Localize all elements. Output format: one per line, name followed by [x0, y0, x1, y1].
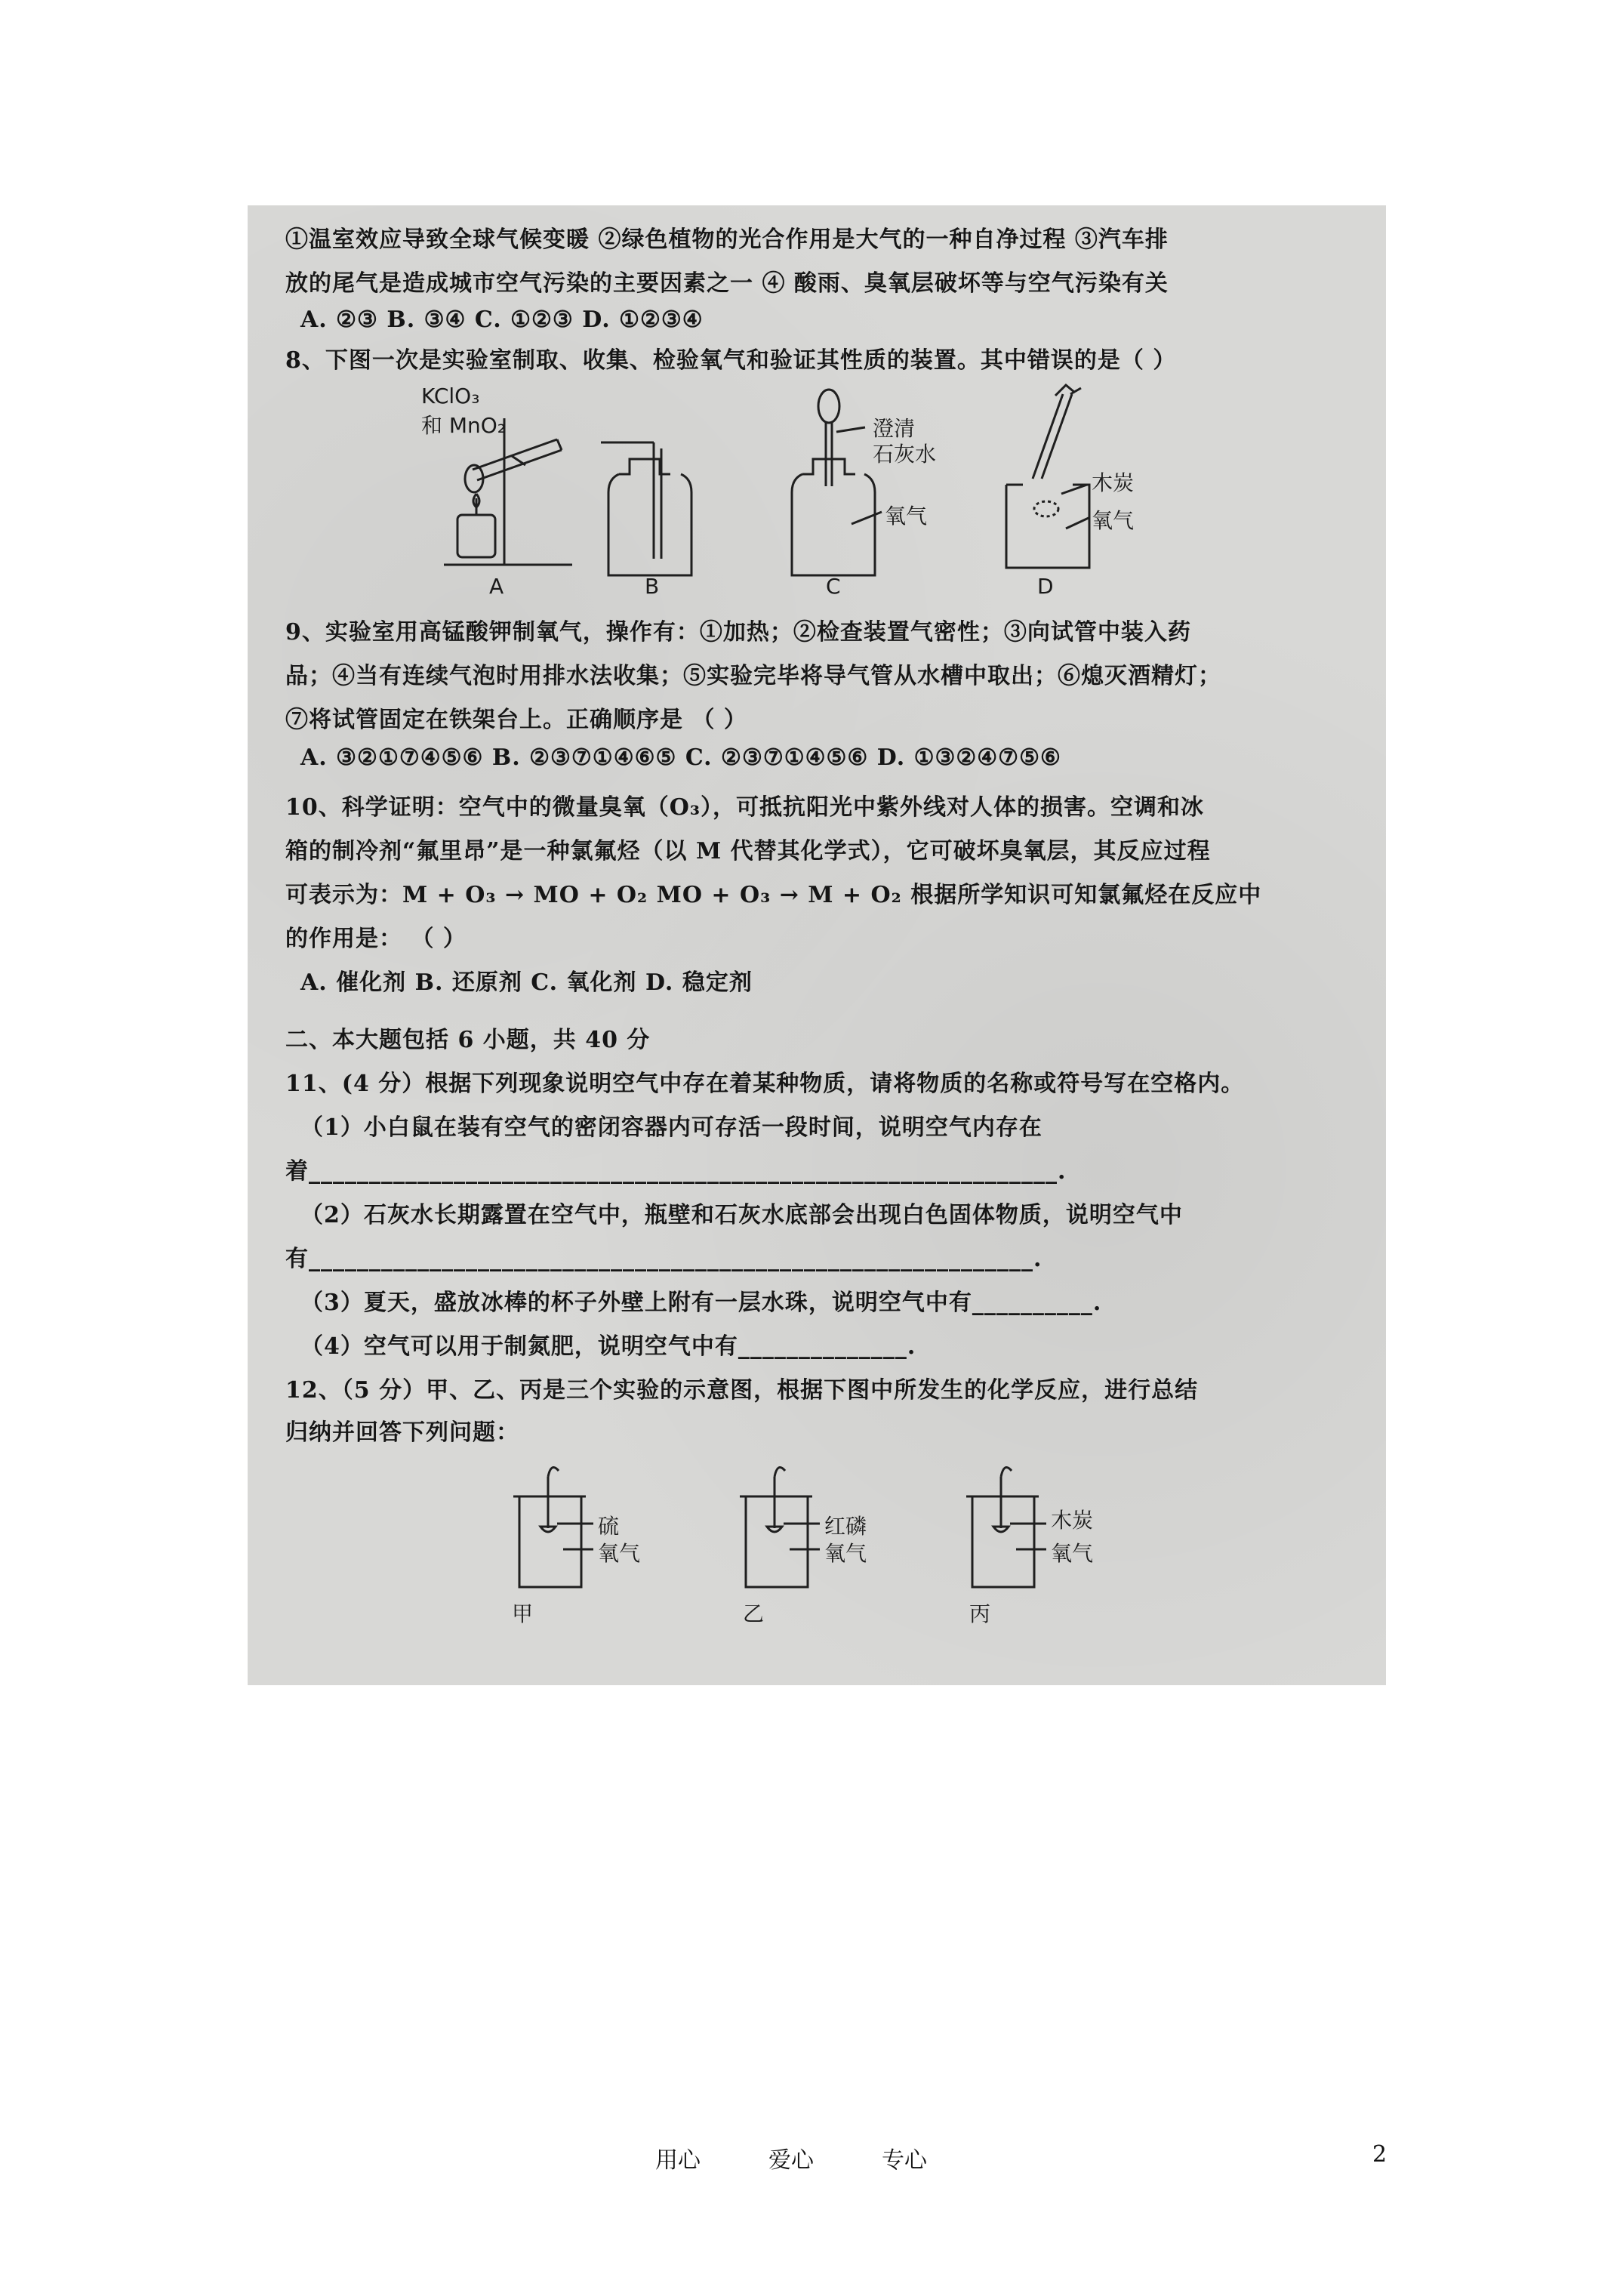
q9-stem-line1: 9、实验室用高锰酸钾制氧气，操作有：①加热；②检查装置气密性；③向试管中装入药: [285, 619, 1191, 646]
page-number: 2: [1372, 2141, 1387, 2168]
q7-statements-line2: 放的尾气是造成城市空气污染的主要因素之一 ④ 酸雨、臭氧层破坏等与空气污染有关: [285, 270, 1169, 297]
limewater-label-2: 石灰水: [873, 442, 937, 467]
q10-stem-line4: 的作用是： （ ）: [285, 926, 467, 952]
charcoal-label-bing: 木炭: [1051, 1508, 1094, 1533]
caption-b: B: [645, 574, 660, 599]
q11-part1-line1: （1）小白鼠在装有空气的密闭容器内可存活一段时间，说明空气内存在: [300, 1114, 1042, 1141]
q12-figure: [504, 1451, 1184, 1632]
oxygen-label-yi: 氧气: [824, 1541, 867, 1566]
q7-options: A. ②③ B. ③④ C. ①②③ D. ①②③④: [300, 307, 704, 333]
q7-statements-line1: ①温室效应导致全球气候变暖 ②绿色植物的光合作用是大气的一种自净过程 ③汽车排: [285, 227, 1169, 253]
caption-a: A: [489, 574, 504, 599]
q11-part1-line2: 着______________________________________________________________.: [285, 1158, 1067, 1185]
q11-part2-line2: 有____________________________________________________________.: [285, 1246, 1042, 1272]
q11-stem: 11、(4 分）根据下列现象说明空气中存在着某种物质，请将物质的名称或符号写在空格内。: [285, 1071, 1245, 1097]
q8-figure: [399, 381, 1304, 607]
q11-part2-line1: （2）石灰水长期露置在空气中，瓶壁和石灰水底部会出现白色固体物质，说明空气中: [300, 1202, 1183, 1228]
q8-apparatus-drawing: [399, 381, 1304, 607]
oxygen-label-bing: 氧气: [1051, 1541, 1094, 1566]
mno2-label: 和 MnO₂: [421, 413, 507, 438]
q10-options: A. 催化剂 B. 还原剂 C. 氧化剂 D. 稳定剂: [300, 969, 753, 996]
q8-stem: 8、下图一次是实验室制取、收集、检验氧气和验证其性质的装置。其中错误的是（ ）: [285, 347, 1177, 374]
section-two-heading: 二、本大题包括 6 小题，共 40 分: [285, 1027, 651, 1053]
caption-yi: 乙: [743, 1601, 765, 1626]
q11-part3: （3）夏天，盛放冰棒的杯子外壁上附有一层水珠，说明空气中有__________.: [300, 1290, 1102, 1316]
q12-stem-line1: 12、（5 分）甲、乙、丙是三个实验的示意图，根据下图中所发生的化学反应，进行总结: [285, 1377, 1199, 1404]
q12-stem-line2: 归纳并回答下列问题：: [285, 1419, 519, 1446]
footer-motto-1: 用心: [655, 2147, 701, 2174]
footer-motto-3: 专心: [882, 2147, 927, 2174]
q10-stem-line2: 箱的制冷剂“氟里昂”是一种氯氟烃（以 M 代替其化学式），它可破坏臭氧层，其反应过程: [285, 838, 1211, 864]
caption-c: C: [826, 574, 841, 599]
oxygen-label-c: 氧气: [885, 504, 928, 529]
q9-options: A. ③②①⑦④⑤⑥ B. ②③⑦①④⑥⑤ C. ②③⑦①④⑤⑥ D. ①③②④⑦⑤⑥: [300, 744, 1061, 771]
q9-stem-line2: 品；④当有连续气泡时用排水法收集；⑤实验完毕将导气管从水槽中取出；⑥熄灭酒精灯；: [285, 663, 1221, 689]
q10-stem-line1: 10、科学证明：空气中的微量臭氧（O₃），可抵抗阳光中紫外线对人体的损害。空调和冰: [285, 794, 1205, 821]
caption-jia: 甲: [512, 1601, 534, 1626]
caption-d: D: [1037, 574, 1054, 599]
red-phosphorus-label: 红磷: [824, 1514, 867, 1539]
q11-part4: （4）空气可以用于制氮肥，说明空气中有______________.: [300, 1333, 916, 1360]
q9-stem-line3: ⑦将试管固定在铁架台上。正确顺序是 （ ）: [285, 707, 747, 733]
charcoal-label-d: 木炭: [1092, 470, 1135, 495]
caption-bing: 丙: [969, 1601, 991, 1626]
q10-stem-line3: 可表示为：M + O₃ → MO + O₂ MO + O₃ → M + O₂ 根据所学知识可知氯氟烃在反应中: [285, 882, 1262, 908]
kclo3-label: KClO₃: [421, 384, 480, 408]
sulfur-label: 硫: [598, 1514, 620, 1539]
oxygen-label-d: 氧气: [1092, 508, 1135, 533]
limewater-label-1: 澄清: [873, 416, 916, 441]
oxygen-label-jia: 氧气: [598, 1541, 641, 1566]
scanned-page: [248, 205, 1386, 1685]
footer-motto-2: 爱心: [768, 2147, 814, 2174]
